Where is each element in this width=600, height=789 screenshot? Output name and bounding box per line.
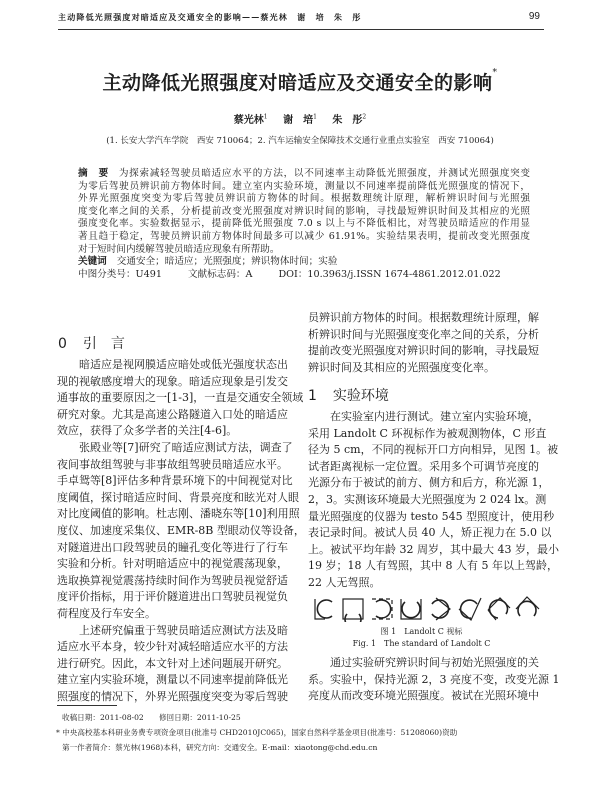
text-line: 对比度阈值的影响。杜志刚、潘晓东等[10]利用照: [57, 507, 300, 521]
text-line: 在实验室内进行测试。建立室内实验环境，: [330, 410, 539, 423]
landolt-c-figure: [312, 596, 542, 622]
title-text: 主动降低光照强度对暗适应及交通安全的影响: [102, 72, 493, 94]
page-number: 99: [528, 11, 540, 22]
abstract: [78, 168, 530, 281]
landolt-c-symbol: [401, 599, 421, 619]
keywords-label: 关键词: [78, 256, 107, 268]
text-line: 试者距离视标一定位置。采用多个可调节亮度的: [308, 459, 539, 473]
figure-caption-en: Fig. 1 The standard of Landolt C: [352, 639, 491, 648]
text-line: 光源分布于被试的前方、侧方和后方，称光源 1，: [308, 476, 550, 490]
abstract-label: 摘 要: [78, 168, 109, 179]
text-line: 采用 Landolt C 环视标作为被观测物体，C 形直: [308, 426, 547, 440]
text-line: 19 岁；18 人有驾照，其中 8 人有 5 年以上驾龄，: [308, 559, 558, 573]
abstract-text: 度变化率之间的关系，分析提前改变光照强度对辨识时间的影响，寻找最短辨识时间及其相应的光照: [78, 205, 530, 217]
text-line: 度评价指标，用于评价隧道进出口驾驶员视觉负: [57, 590, 288, 604]
abstract-text: 为探索减轻驾驶员暗适应水平的方法，以不同速率主动降低光照强度，并测试光照强度突变: [118, 168, 531, 179]
abstract-line: [78, 168, 530, 181]
abstract-line: [78, 244, 530, 257]
text-line: 照强度的情况下，外界光照强度突变为零后驾驶: [57, 689, 288, 703]
affiliation: (1. 长安大学汽车学院 西安 710064；2. 汽车运输安全保障技术交通行业重点实验室 西安 710064): [106, 136, 494, 146]
abstract-text: 为零后驾驶员辨识前方物体时间。建立室内实验环境，测量以不同速率提前降低光照强度的情况下，: [78, 180, 530, 192]
author-name: 朱 彤: [332, 115, 363, 126]
section-number: 0: [58, 336, 67, 352]
landolt-c-symbol: [372, 599, 392, 619]
author-affiliation-mark: 2: [362, 113, 367, 121]
abstract-text: 强度变化率。实验数据显示，提前降低光照强度 7.0 s 以上与不降低相比，对驾驶员暗适应的作用显: [78, 218, 530, 230]
section-heading-introduction: [58, 333, 125, 353]
author-name: 蔡光林: [233, 115, 264, 126]
document-code: 文献标志码：A: [187, 268, 253, 280]
abstract-text: 著且趋于稳定，驾驶员辨识前方物体时间最多可以减少 61.91%。实验结果表明，提前改变光照强度: [78, 230, 530, 242]
text-line: 效应，获得了众多学者的关注[4-6]。: [57, 424, 238, 438]
abstract-line: [78, 231, 530, 244]
right-column-middle: [308, 409, 559, 592]
landolt-c-symbol: [315, 599, 332, 619]
text-line: 22 人无驾照。: [308, 575, 381, 589]
right-column-top: [308, 310, 539, 376]
text-line: 辨识时间及其相应的光照强度变化率。: [308, 360, 495, 374]
keywords: [78, 256, 530, 269]
author-affiliation-mark: 1: [263, 113, 268, 121]
text-line: 荷程度及行车安全。: [57, 606, 156, 620]
text-line: 析辨识时间与光照强度变化率之间的关系，分析: [308, 327, 539, 341]
abstract-line: [78, 193, 530, 206]
keywords-text: 交通安全；暗适应；光照强度；辨识物体时间；实验: [116, 256, 338, 268]
abstract-line: [78, 181, 530, 194]
title-footnote-mark: *: [492, 68, 498, 78]
text-line: 建立室内实验环境，测量以不同速率提前降低光: [57, 673, 288, 687]
text-line: 上述研究偏重于驾驶员暗适应测试方法及暗: [79, 623, 288, 637]
landolt-c-symbol: [488, 598, 510, 620]
section-title: 引 言: [82, 336, 125, 352]
author-list: [0, 111, 600, 126]
abstract-text: 外界光照强度突变为零后驾驶员辨识前方物体的时间。根据数理统计原理，解析辨识时间与光照强: [78, 193, 530, 205]
footnote-funding: * 中央高校基本科研业务费专项资金项目(批准号 CHD2010JC065)，国家自然科学基金项目(批准号：51208060)资助: [56, 728, 458, 737]
text-line: 手卓鸳等[8]评估多种背景环境下的中间视觉对比: [57, 474, 293, 488]
footnote-first-author: 第一作者简介：蔡光林(1968)本科，研究方向：交通安全。E-mail：xiaotong@chd.edu.cn: [62, 743, 378, 752]
figure-caption-cn: 图 1 Landolt C 视标: [380, 627, 463, 636]
left-column: [57, 357, 305, 705]
text-line: 张殿业等[7]研究了暗适应测试方法，调查了: [79, 440, 293, 454]
landolt-c-symbol: [459, 598, 481, 620]
text-line: 表记录时间。被试人员 40 人，矫正视力在 5.0 以: [308, 526, 552, 540]
text-line: 通事故的重要原因之一[1-3]，一直是交通安全领域: [57, 391, 304, 405]
text-line: 夜间事故组驾驶与非事故组驾驶员暗适应水平。: [57, 457, 288, 471]
text-line: 适应水平本身，较少针对减轻暗适应水平的方法: [57, 640, 288, 654]
footnote-dates: 收稿日期：2011-08-02 修回日期：2011-10-25: [62, 713, 241, 722]
author: [283, 115, 317, 126]
text-line: 员辨识前方物体的时间。根据数理统计原理，解: [308, 311, 539, 324]
text-line: 提前改变光照强度对辨识时间的影响，寻找最短: [308, 344, 539, 358]
doi: DOI：10.3963/j.ISSN 1674-4861.2012.01.022: [278, 268, 501, 280]
author: [332, 115, 366, 126]
text-line: 径为 5 cm，不同的视标开口方向相异，见图 1。被: [308, 443, 559, 457]
text-line: 亮度从而改变环境光照强度。被试在光照环境中: [308, 689, 539, 703]
text-line: 进行研究。因此，本文针对上述问题展开研究。: [57, 656, 288, 670]
right-column-bottom: [308, 655, 560, 705]
section-number: 1: [308, 388, 317, 404]
abstract-text: 对于短时间内缓解驾驶员暗适应现象有所帮助。: [78, 243, 280, 255]
abstract-line: [78, 206, 530, 219]
section-heading-experiment: [308, 385, 389, 405]
author-name: 谢 培: [283, 115, 314, 126]
paper-title: [0, 68, 600, 95]
classification-line: [78, 269, 530, 282]
text-line: 暗适应是视网膜适应暗处或低光强度状态出: [79, 358, 288, 371]
text-line: 量光照强度的仪器为 testo 545 型照度计，使用秒: [308, 509, 555, 523]
text-line: 度阈值，探讨暗适应时间、背景亮度和眩光对人眼: [57, 490, 299, 504]
text-line: 研究对象。尤其是高速公路隧道入口处的暗适应: [57, 407, 288, 421]
header-rule: [58, 29, 544, 30]
landolt-c-symbol: [432, 598, 450, 620]
text-line: 通过实验研究辨识时间与初始光照强度的关: [330, 656, 539, 669]
clc-number: 中图分类号：U491: [78, 268, 162, 280]
running-header: 主动降低光照强度对暗适应及交通安全的影响——蔡光林 谢 培 朱 彤: [58, 12, 362, 22]
landolt-c-symbol: [343, 599, 363, 622]
text-line: 度仪、加速度采集仪、EMR-8B 型眼动仪等设备，: [57, 523, 305, 537]
text-line: 选取换算视觉震荡持续时间作为驾驶员视觉舒适: [57, 573, 288, 587]
text-line: 上。被试平均年龄 32 周岁，其中最大 43 岁，最小: [308, 542, 559, 556]
text-line: 2，3。实测该环境最大光照强度为 2 024 lx。测: [308, 492, 547, 506]
abstract-line: [78, 218, 530, 231]
text-line: 实验和分析。针对明暗适应中的视觉震荡现象，: [57, 557, 288, 571]
landolt-c-symbol: [516, 597, 539, 616]
section-title: 实验环境: [332, 388, 389, 404]
footnote-rule: [57, 705, 117, 706]
text-line: 对隧道进出口段驾驶员的瞳孔变化等进行了行车: [57, 540, 288, 554]
author-affiliation-mark: 1: [313, 113, 317, 121]
author: [234, 115, 268, 126]
text-line: 现的视敏感度增大的现象。暗适应现象是引发交: [57, 374, 288, 388]
text-line: 系。实验中，保持光源 2，3 亮度不变，改变光源 1: [308, 672, 560, 686]
